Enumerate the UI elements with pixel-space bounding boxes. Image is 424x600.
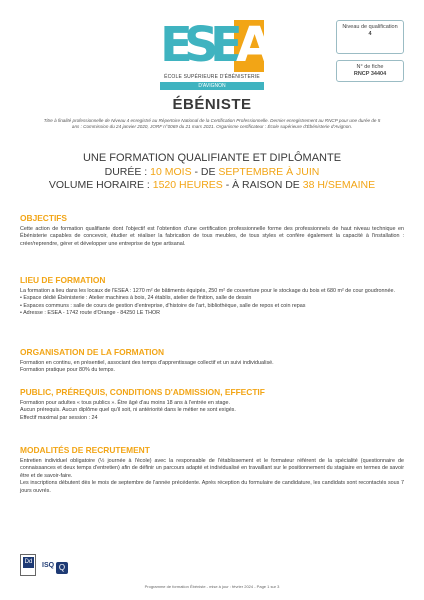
lieu-bullet-1: • Espace dédié Ébénisterie : Atelier machines à bois, 24 établis, atelier de finition, salle de dessin: [20, 295, 252, 302]
qualification-level-box: [336, 20, 404, 54]
public-line-1: Formation pour adultes « tous publics ». Être âgé d'au moins 18 ans à l'entrée en stage.: [20, 400, 231, 406]
duree-label: DURÉE :: [104, 166, 148, 178]
intro-text: Titre à finalité professionnelle de Niveau 4 enregistré au Répertoire National de la Certification Professionnelle. Dernier enregistrement au RNCP pour une durée de 5 ans : Commission du 24 janvier 2020, JORF n°0069 du 21 mars 2021. Organisme certificateur : École supérieure d'Ébénisterie d'Avignon.: [43, 118, 381, 130]
headline-volume: [0, 179, 424, 191]
headline-duree: [0, 166, 424, 178]
logo-letters: [160, 17, 272, 73]
section-modalites: [20, 445, 404, 495]
section-public: [20, 387, 404, 422]
qualification-level-label: Niveau de qualification: [342, 24, 398, 30]
certification-logos: [20, 554, 120, 578]
logo-subtitle: ÉCOLE SUPÉRIEURE D'ÉBÉNISTERIE: [164, 74, 260, 80]
page-title: ÉBÉNISTE: [172, 96, 252, 113]
organisation-line-2: Formation pratique pour 80% du temps.: [20, 367, 115, 374]
section-objectifs: [20, 213, 404, 248]
logo-letter-a: A: [236, 17, 272, 73]
rncp-box: [336, 60, 404, 82]
section-organisation: [20, 347, 404, 375]
logo-letter-s: S: [184, 17, 217, 73]
rncp-value: RNCP 34404: [353, 71, 387, 77]
duree-period: SEPTEMBRE À JUIN: [218, 166, 320, 178]
modalites-text-2: Les inscriptions débutent dès le mois de septembre de l'année précédente. Après réception du formulaire de candidature, les candidats sont recontactés sous 7 jours ouvrés.: [20, 480, 404, 494]
datadock-logo-text: Dd: [23, 557, 34, 568]
modalites-title: MODALITÉS DE RECRUTEMENT: [20, 445, 150, 455]
organisation-title: ORGANISATION DE LA FORMATION: [20, 347, 165, 357]
lieu-title: LIEU DE FORMATION: [20, 275, 106, 285]
objectifs-title: OBJECTIFS: [20, 213, 67, 223]
isq-logo-text: ISQ: [42, 562, 55, 569]
lieu-text: La formation a lieu dans les locaux de l'ESEA : 1270 m² de bâtiments équipés, 250 m² de couverture pour le stockage du bois et 680 m² de cour goudronnée.: [20, 288, 396, 294]
logo-letter-e1: E: [160, 17, 191, 73]
duree-sep: - DE: [194, 166, 216, 178]
volume-sep: - À RAISON DE: [225, 179, 300, 191]
volume-rate: 38 H/SEMAINE: [302, 179, 376, 191]
footer-text: Programme de formation Ébéniste - mise à jour : février 2024 - Page 1 sur 3: [144, 584, 280, 589]
volume-value: 1520 HEURES: [152, 179, 223, 191]
public-line-3: Effectif maximal par session : 24: [20, 414, 98, 421]
modalites-text-1: Entretien individuel obligatoire (½ journée à l'école) avec la responsable de l'établissement et le formateur référent de la spécialité (questionnaire de connaissances et deux temps d'entretien) afin de définir un parcours adapté et individualisé en travaillant sur le positionnement du stagiaire en termes de savoir être et de savoir-faire.: [20, 458, 404, 479]
duree-value: 10 MOIS: [150, 166, 192, 178]
qualification-level-value: 4: [368, 31, 372, 37]
qualicert-logo: Q: [56, 562, 68, 574]
headline-qualifiante: UNE FORMATION QUALIFIANTE ET DIPLÔMANTE: [82, 152, 342, 164]
organisation-line-1: Formation en continu, en présentiel, associant des temps d'apprentissage collectif et un suivi individualisé.: [20, 360, 274, 366]
public-line-2: Aucun prérequis. Aucun diplôme quel qu'il soit, ni antériorité dans le métier ne sont exigés.: [20, 407, 236, 414]
objectifs-text: Cette action de formation qualifiante dont l'objectif est l'obtention d'une certification professionnelle forme des professionnels de haut niveau technique en Ébénisterie capables de concevoir, étudier et réaliser la fabrication de tous meubles, de tous styles et confère également la capacité à l'installation : créer/reprendre, gérer et développer une entreprise de type artisanal.: [20, 226, 404, 247]
esea-logo: [160, 17, 272, 92]
section-lieu: [20, 275, 404, 318]
lieu-bullet-2: • Espaces communs : salle de cours de gestion d'entreprise, d'histoire de l'art, bibliothèque, salle de repos et coin repas: [20, 302, 306, 309]
isq-logo: [42, 554, 66, 576]
rncp-label: N° de fiche: [356, 64, 384, 70]
datadock-logo: [20, 554, 36, 576]
public-title: PUBLIC, PRÉREQUIS, CONDITIONS D'ADMISSION, EFFECTIF: [20, 387, 265, 397]
volume-label: VOLUME HORAIRE :: [48, 179, 150, 191]
logo-band: D'AVIGNON: [160, 82, 264, 90]
lieu-bullet-3: • Adresse : ESEA - 1742 route d'Orange - 84250 LE THOR: [20, 310, 161, 317]
logo-letter-e2: E: [210, 17, 241, 73]
